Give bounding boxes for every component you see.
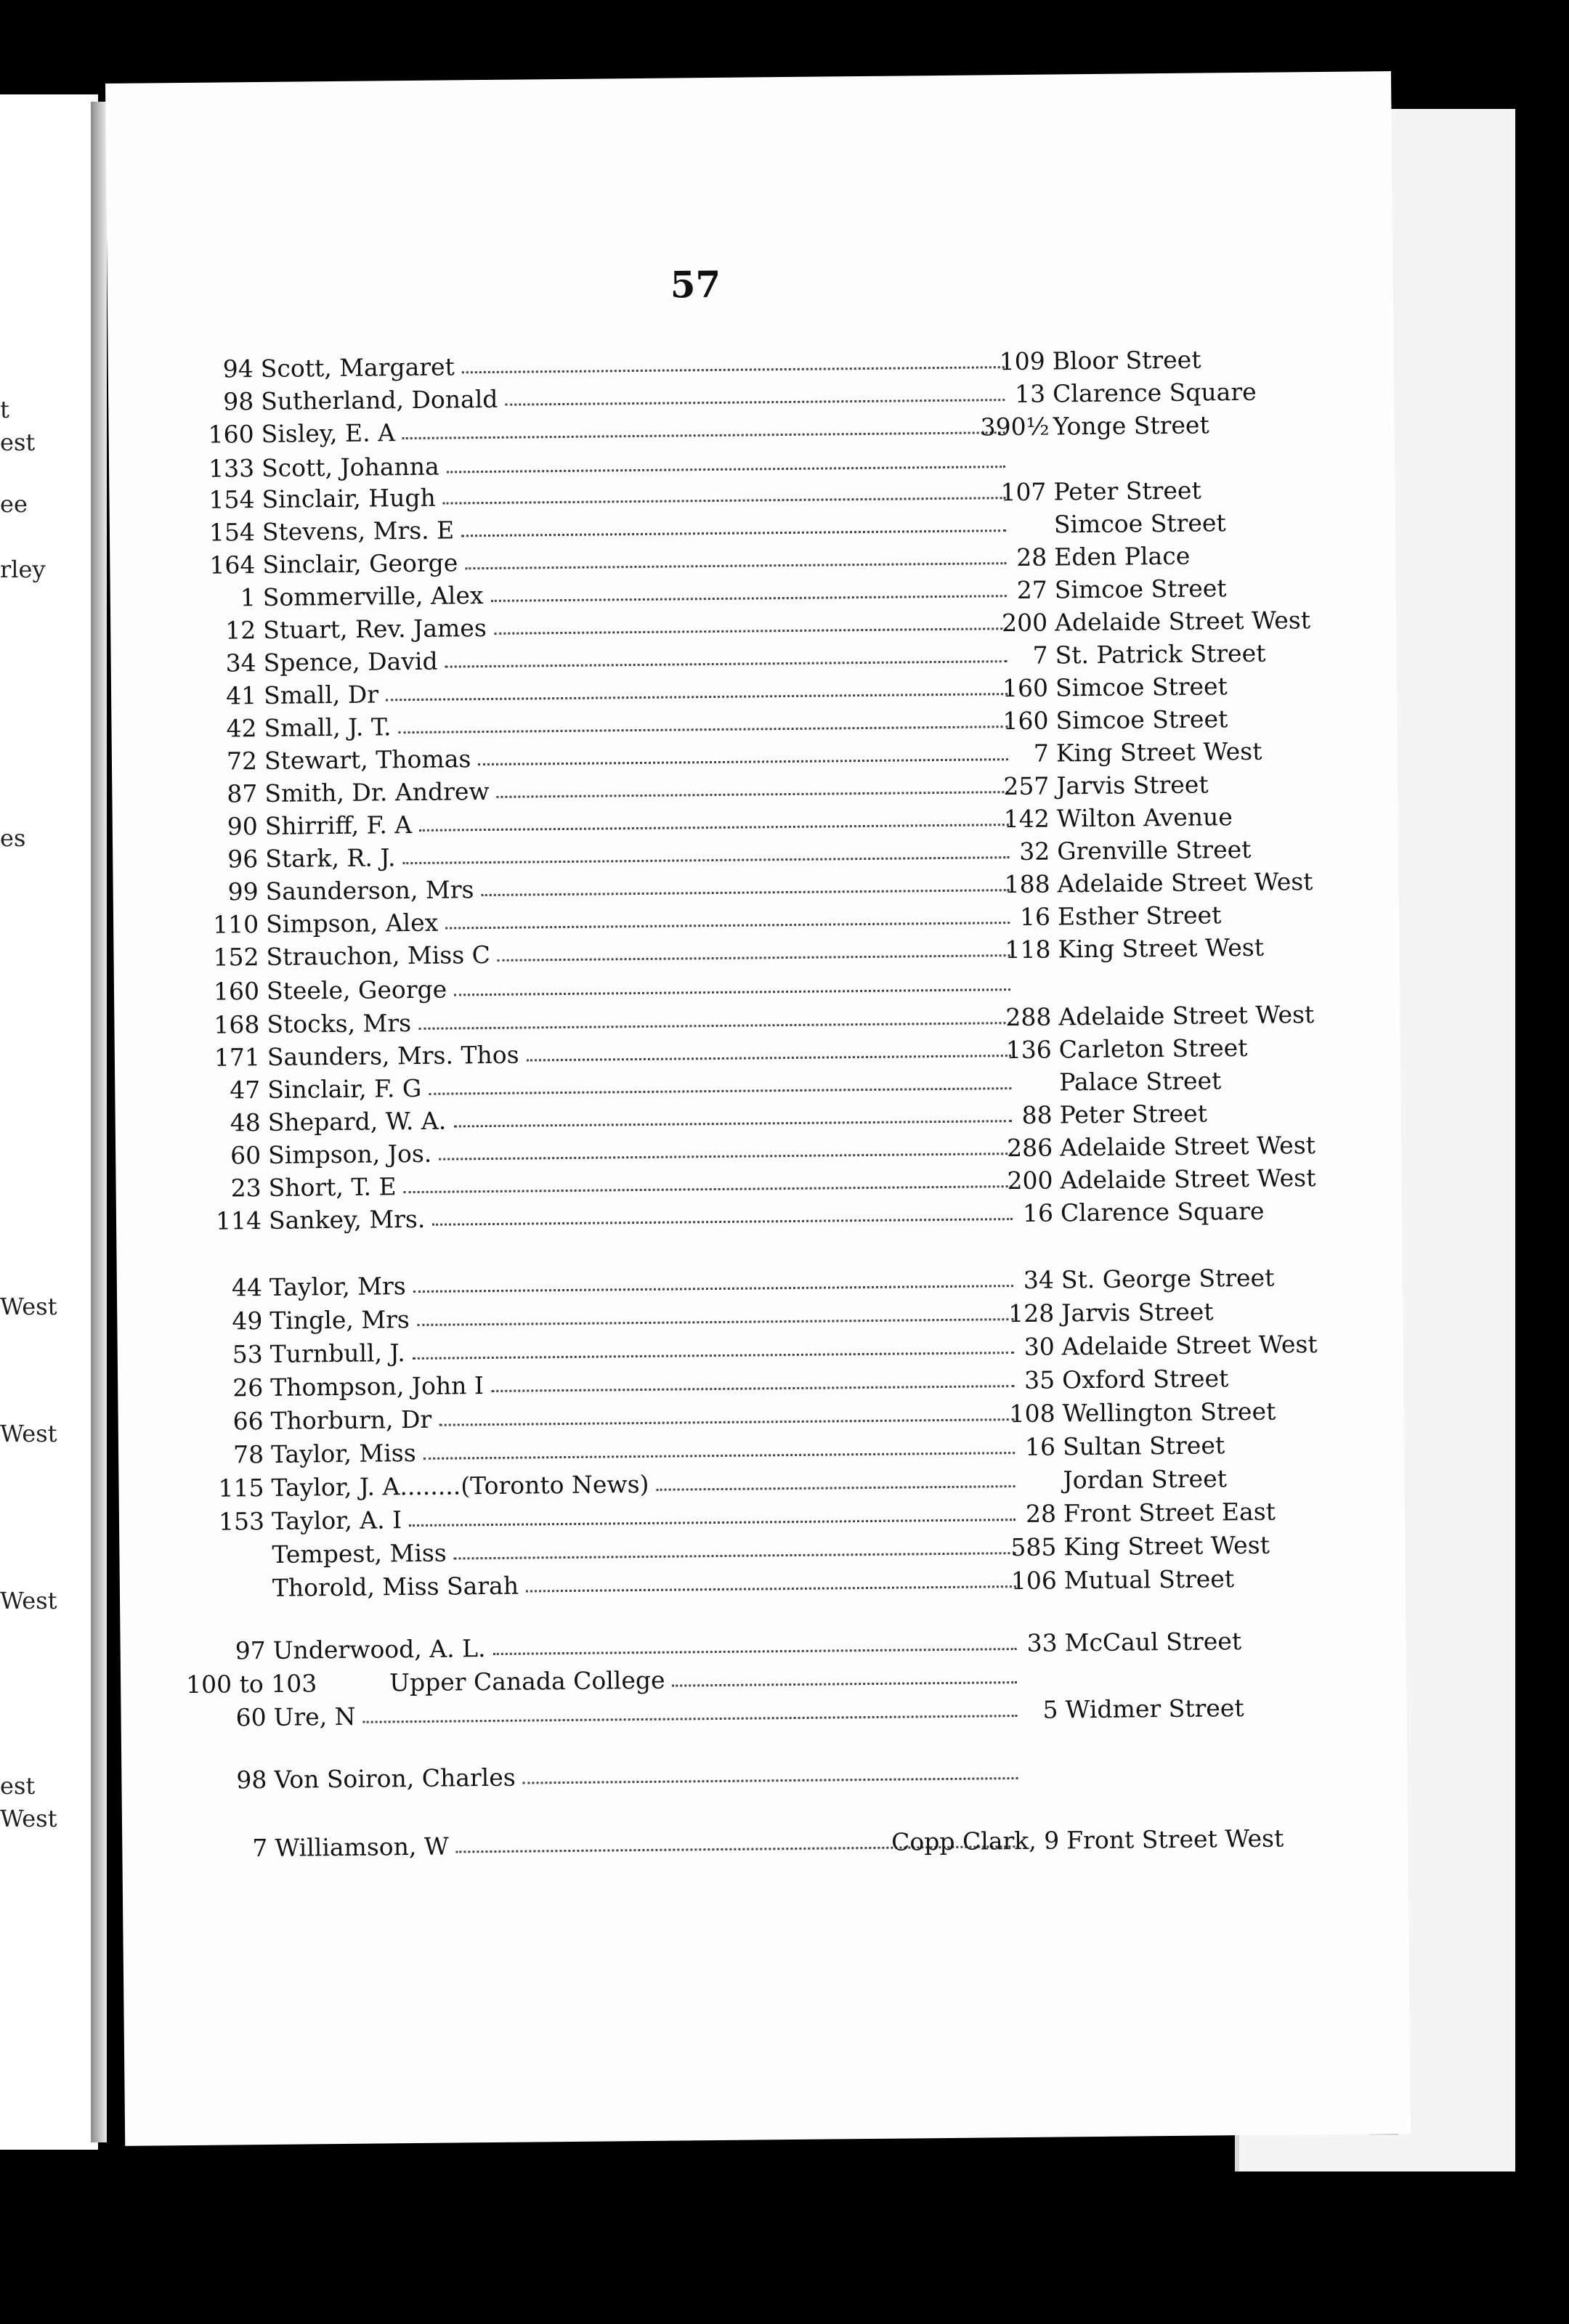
left-page-fragment: West [0, 1587, 57, 1614]
entry-number: 160 [208, 420, 254, 449]
entry-name: Smith, Dr. Andrew [264, 777, 492, 808]
address-number: 257 [1003, 771, 1050, 801]
entry-number: 23 [230, 1174, 262, 1203]
entry-number: 44 [231, 1273, 263, 1302]
entry-name: Tempest, Miss [272, 1539, 450, 1569]
entry-name: Simpson, Alex [266, 909, 442, 938]
entry-name: Stevens, Mrs. E [262, 516, 458, 546]
address-number: 34 [1023, 1265, 1055, 1294]
entry-name: Small, Dr [264, 680, 381, 710]
entry-name: Small, J. T. [264, 712, 394, 742]
entry-number: 154 [208, 485, 255, 514]
entry-name: Scott, Margaret [261, 352, 458, 383]
directory-entry [194, 1755, 1356, 1798]
dot-leader [672, 1662, 1017, 1687]
entry-number: 41 [225, 681, 257, 710]
entry-number: 34 [225, 649, 256, 678]
entry-name: Sinclair, F. G [267, 1074, 424, 1104]
entry-name-leader [272, 1567, 1021, 1602]
street-name: Clarence Square [1060, 1196, 1265, 1227]
address-number: 108 [1009, 1399, 1055, 1429]
street-name: King Street West [1063, 1530, 1270, 1561]
dot-leader [505, 380, 1005, 406]
street-name: Jarvis Street [1061, 1297, 1214, 1328]
entry-number [192, 1574, 265, 1575]
street-name: Mutual Street [1063, 1564, 1235, 1595]
entry-number: 60 [230, 1141, 262, 1170]
address-number: 585 [1010, 1532, 1057, 1562]
entry-number: 90 [227, 812, 259, 841]
left-page-fragment: West [0, 1420, 57, 1447]
street-name: Front Street East [1063, 1497, 1276, 1528]
entry-name: Thorburn, Dr [270, 1405, 434, 1435]
entry-number: 48 [230, 1108, 261, 1137]
entry-number: 66 [232, 1406, 264, 1436]
address-number: 33 [1026, 1628, 1058, 1657]
street-name: Adelaide Street West [1061, 1330, 1318, 1361]
street-name: Adelaide Street West [1059, 1131, 1316, 1162]
left-page-fragment: est [0, 428, 36, 456]
street-name: Jordan Street [1063, 1464, 1228, 1495]
left-page-fragment: West [0, 1805, 57, 1832]
entry-name-leader [274, 1758, 1022, 1794]
address-number: 288 [1005, 1002, 1052, 1032]
entry-name-leader [270, 1366, 1018, 1402]
entry-name: Stark, R. J. [265, 843, 399, 873]
street-name: Adelaide Street West [1060, 1163, 1316, 1195]
entry-number: 78 [232, 1439, 264, 1469]
entry-name: Williamson, W [275, 1832, 452, 1862]
entry-name-leader [261, 347, 1009, 383]
street-name: Adelaide Street West [1058, 1000, 1315, 1031]
street-name: Eden Place [1054, 541, 1191, 572]
page-number: 57 [670, 262, 721, 306]
street-name: Jarvis Street [1056, 770, 1209, 800]
entry-number: 47 [230, 1076, 261, 1105]
dot-leader [526, 1567, 1016, 1592]
entry-name: Sinclair, Hugh [262, 484, 439, 513]
entry-name: Von Soiron, Charles [274, 1763, 519, 1794]
entry-name-leader [389, 1662, 1021, 1697]
entry-number [192, 1540, 264, 1541]
dot-leader [461, 511, 1006, 537]
address-number: Copp Clark, 9 [891, 1826, 1060, 1856]
address-number: 286 [1006, 1133, 1053, 1163]
entry-number: 96 [227, 845, 259, 874]
entry-name: Short, T. E [268, 1172, 399, 1202]
entry-number: 94 [222, 354, 254, 383]
dot-leader [492, 1629, 1016, 1655]
directory-list [105, 71, 1391, 1863]
dot-leader [445, 903, 1010, 929]
address-number: 32 [1019, 837, 1050, 866]
dot-leader [454, 1533, 1016, 1559]
street-name: Esther Street [1057, 901, 1222, 931]
address-number: 109 [999, 346, 1045, 376]
dot-leader [443, 478, 1006, 504]
street-name: Simcoe Street [1054, 574, 1227, 604]
entry-name-leader [272, 1500, 1020, 1535]
entry-name: Turnbull, J. [270, 1338, 408, 1368]
address-number: 30 [1023, 1332, 1055, 1361]
entry-number: 160 [213, 977, 260, 1006]
entry-name: Steele, George [267, 975, 450, 1005]
address-number: 16 [1019, 902, 1051, 931]
left-page-fragment: West [0, 1293, 57, 1320]
dot-leader [362, 1696, 1017, 1723]
street-name: Sultan Street [1062, 1431, 1225, 1461]
address-number: 7 [1033, 739, 1050, 768]
entry-name-leader [270, 1333, 1018, 1368]
entry-name: Thorold, Miss Sarah [272, 1572, 522, 1602]
street-name: Yonge Street [1053, 410, 1209, 441]
address-number: 13 [1014, 379, 1046, 408]
left-page-fragment: est [0, 1772, 36, 1800]
street-name: Palace Street [1059, 1066, 1222, 1097]
entry-name: Spence, David [263, 647, 440, 677]
address-number: 128 [1008, 1299, 1055, 1328]
dot-leader [478, 739, 1008, 765]
street-name: Widmer Street [1065, 1694, 1244, 1724]
address-number: 5 [1042, 1695, 1058, 1724]
street-name: King Street West [1058, 933, 1265, 964]
address-number: 106 [1010, 1566, 1058, 1596]
entry-number: 97 [235, 1636, 266, 1665]
entry-name-leader [267, 1003, 1015, 1039]
address-number: 35 [1024, 1365, 1055, 1394]
dot-leader [491, 1366, 1015, 1392]
address-number: 27 [1016, 575, 1047, 604]
street-name: Peter Street [1053, 476, 1201, 506]
entry-number: 98 [223, 387, 254, 416]
dot-leader [656, 1466, 1015, 1491]
entry-number: 53 [232, 1340, 263, 1369]
entry-number: 26 [232, 1373, 264, 1402]
entry-name-leader [273, 1696, 1021, 1731]
dot-leader [454, 970, 1010, 996]
entry-name: Strauchon, Miss C [266, 940, 493, 971]
entry-name: Ure, N [273, 1702, 358, 1731]
entry-number: 171 [214, 1043, 261, 1072]
dot-leader [447, 447, 1006, 473]
entry-number: 115 [218, 1473, 264, 1503]
address-number: 16 [1024, 1432, 1056, 1461]
entry-name: Taylor, Mrs [269, 1272, 409, 1301]
entry-name-leader [267, 970, 1015, 1005]
entry-name: Sommerville, Alex [263, 581, 487, 612]
entry-name: Tingle, Mrs [269, 1305, 413, 1335]
entry-name: Saunders, Mrs. Thos [267, 1041, 522, 1071]
street-name: Adelaide Street West [1057, 867, 1313, 898]
dot-leader [439, 1134, 1012, 1161]
address-number: 200 [1001, 608, 1048, 638]
address-number: 136 [1005, 1035, 1053, 1065]
address-number: 118 [1005, 935, 1051, 964]
address-number: 160 [1002, 706, 1049, 736]
dot-leader [496, 772, 1008, 798]
entry-name: Sisley, E. A [261, 418, 398, 448]
entry-name: Shirriff, F. A [265, 810, 415, 840]
left-page-fragment: es [0, 824, 26, 852]
dot-leader [453, 1101, 1012, 1127]
dot-leader [481, 870, 1009, 896]
dot-leader [494, 609, 1008, 635]
entry-number: 168 [214, 1010, 260, 1039]
street-name: St. Patrick Street [1055, 638, 1266, 670]
street-name: Front Street West [1066, 1824, 1284, 1855]
street-name: Adelaide Street West [1054, 606, 1311, 637]
dot-leader [445, 641, 1007, 667]
entry-number: 153 [218, 1506, 265, 1536]
entry-name-leader [273, 1629, 1021, 1665]
entry-number: 12 [225, 616, 256, 645]
entry-name: Thompson, John I [270, 1371, 487, 1402]
dot-leader [498, 935, 1010, 962]
street-name: St. George Street [1061, 1263, 1275, 1294]
entry-number: 133 [208, 454, 255, 483]
left-page-fragment: ee [0, 490, 28, 518]
street-name: Clarence Square [1052, 377, 1257, 408]
address-number: 7 [1032, 641, 1048, 670]
entry-name: Sankey, Mrs. [269, 1205, 429, 1235]
entry-name-leader [269, 1266, 1018, 1301]
entry-name-leader [270, 1399, 1018, 1435]
address-number: 28 [1016, 543, 1047, 572]
entry-name: Sutherland, Donald [261, 385, 501, 415]
entry-name: Saunderson, Mrs [266, 875, 477, 906]
entry-number: 114 [215, 1206, 262, 1235]
address-number: 200 [1007, 1166, 1053, 1195]
entry-number: 154 [208, 518, 256, 547]
entry-name: Taylor, A. I [272, 1506, 405, 1535]
dot-leader [490, 576, 1007, 602]
address-number: 390½ [980, 412, 1050, 442]
entry-name: Stewart, Thomas [264, 744, 474, 775]
address-number: 88 [1021, 1100, 1053, 1129]
entry-number: 60 [235, 1702, 267, 1732]
address-number: 16 [1022, 1198, 1054, 1227]
dot-leader [417, 1299, 1014, 1326]
street-name: Oxford Street [1062, 1364, 1229, 1394]
dot-leader [413, 1266, 1013, 1293]
entry-number: 110 [212, 910, 259, 939]
street-name: Grenville Street [1057, 834, 1252, 866]
left-page-fragment: rley [0, 556, 46, 583]
entry-name: Stuart, Rev. James [263, 614, 490, 644]
entry-number: 152 [213, 943, 259, 972]
entry-number: 100 to 103 [185, 1669, 317, 1699]
dot-leader [409, 1500, 1015, 1527]
entry-name: Stocks, Mrs [267, 1009, 414, 1039]
entry-number: 7 [252, 1833, 268, 1863]
dot-leader [418, 1003, 1011, 1030]
street-name: Peter Street [1059, 1099, 1208, 1129]
directory-entry [195, 1824, 1357, 1866]
entry-name: Taylor, Miss [271, 1439, 419, 1468]
entry-name-leader [269, 1299, 1018, 1335]
street-name: Carleton Street [1058, 1033, 1248, 1064]
directory-page [105, 71, 1411, 2146]
page-gutter [91, 102, 107, 2142]
address-number: 28 [1025, 1499, 1057, 1528]
entry-number: 164 [209, 550, 256, 580]
left-page [0, 94, 98, 2150]
dot-leader [526, 1036, 1011, 1061]
entry-name: Scott, Johanna [262, 452, 442, 482]
address-number: 160 [1002, 673, 1049, 703]
entry-name: Shepard, W. A. [268, 1107, 450, 1137]
entry-number: 87 [227, 779, 258, 808]
address-number: 188 [1004, 869, 1050, 899]
dot-leader [439, 1399, 1015, 1426]
entry-name-leader [271, 1466, 1019, 1502]
street-name: Wilton Avenue [1056, 803, 1233, 833]
entry-name-leader [262, 447, 1010, 482]
entry-number: 49 [232, 1307, 263, 1336]
dot-leader [413, 1333, 1014, 1360]
street-name: Wellington Street [1062, 1397, 1276, 1428]
entry-number: 1 [240, 583, 256, 612]
street-name: King Street West [1055, 736, 1262, 768]
address-number: 142 [1003, 804, 1050, 834]
entry-number: 72 [226, 747, 258, 776]
entry-number: 98 [236, 1765, 267, 1795]
street-name: McCaul Street [1064, 1627, 1242, 1657]
street-name: Simcoe Street [1055, 672, 1228, 702]
entry-name: Underwood, A. L. [273, 1634, 489, 1665]
entry-name: Simpson, Jos. [268, 1139, 435, 1169]
dot-leader [465, 543, 1006, 569]
street-name: Simcoe Street [1053, 508, 1226, 539]
entry-name-leader [271, 1433, 1019, 1468]
entry-number: 42 [226, 714, 257, 743]
entry-name: Sinclair, George [262, 548, 461, 579]
entry-name-leader [272, 1533, 1020, 1569]
entry-name: Taylor, J. A........(Toronto News) [271, 1470, 652, 1502]
left-page-fragment: t [0, 396, 9, 423]
street-name: Bloor Street [1052, 345, 1201, 375]
street-name: Simcoe Street [1055, 704, 1228, 735]
dot-leader [423, 1433, 1015, 1460]
entry-name: Upper Canada College [389, 1666, 668, 1697]
dot-leader [523, 1758, 1018, 1784]
dot-leader [462, 347, 1005, 373]
entry-number: 99 [227, 877, 259, 906]
address-number: 107 [1000, 477, 1047, 507]
